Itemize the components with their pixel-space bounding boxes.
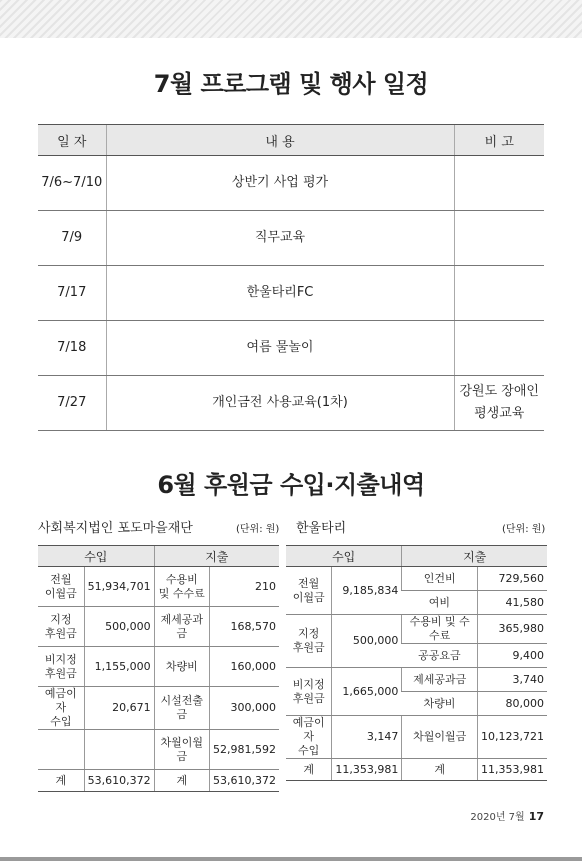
income-label: 전월 이월금 — [286, 567, 332, 615]
bottom-rule — [0, 857, 582, 861]
header-note: 비 고 — [454, 125, 544, 156]
header-date: 일 자 — [38, 125, 106, 156]
table-row — [38, 687, 279, 709]
total-row — [286, 759, 547, 781]
expense-amount: 300,000 — [210, 687, 280, 730]
total-label: 계 — [286, 759, 332, 781]
schedule-note — [454, 321, 544, 376]
finance-table-foundation — [38, 545, 279, 792]
income-label: 예금이자 수입 — [38, 687, 84, 730]
expense-header: 지출 — [154, 546, 279, 567]
income-header: 수입 — [286, 546, 402, 567]
expense-amount: 9,400 — [478, 644, 548, 668]
expense-label: 차량비 — [154, 647, 209, 687]
income-amount: 1,665,000 — [332, 668, 402, 716]
expense-amount: 80,000 — [478, 692, 548, 716]
table-row — [38, 321, 544, 376]
table-row — [286, 668, 547, 692]
table-row — [38, 730, 279, 750]
income-label: 비지정 후원금 — [286, 668, 332, 716]
table-row — [286, 716, 547, 759]
total-label: 계 — [154, 770, 209, 792]
expense-label: 수용비 및 수수료 — [154, 567, 209, 607]
schedule-date: 7/27 — [38, 376, 106, 431]
table-row — [38, 211, 544, 266]
income-label: 예금이자 수입 — [286, 716, 332, 759]
header-content: 내 용 — [106, 125, 454, 156]
page-number: 17 — [528, 810, 544, 823]
expense-label: 공공요금 — [402, 644, 478, 668]
schedule-table — [38, 124, 544, 431]
table-row — [38, 607, 279, 627]
schedule-date: 7/9 — [38, 211, 106, 266]
expense-label: 제세공과금 — [402, 668, 478, 692]
income-label: 전월 이월금 — [38, 567, 84, 607]
income-amount: 20,671 — [84, 687, 154, 730]
schedule-note — [454, 156, 544, 211]
expense-amount: 365,980 — [478, 615, 548, 644]
table-row — [286, 615, 547, 644]
finance-table-hanultari — [286, 545, 547, 781]
schedule-title: 7월 프로그램 및 행사 일정 — [153, 70, 429, 98]
top-decorative-band — [0, 0, 582, 38]
income-amount: 51,934,701 — [84, 567, 154, 607]
income-amount — [84, 730, 154, 770]
income-amount: 500,000 — [332, 615, 402, 668]
expense-amount: 41,580 — [478, 591, 548, 615]
expense-label: 시설전출금 — [154, 687, 209, 730]
expense-amount: 3,740 — [478, 668, 548, 692]
expense-label: 인건비 — [402, 567, 478, 591]
expense-amount: 729,560 — [478, 567, 548, 591]
table-row — [38, 567, 279, 587]
expense-label: 여비 — [402, 591, 478, 615]
table-row — [286, 567, 547, 591]
unit-label-a: (단위: 원) — [236, 524, 280, 535]
schedule-note — [454, 266, 544, 321]
income-label — [38, 730, 84, 770]
total-expense: 11,353,981 — [478, 759, 548, 781]
schedule-content: 개인금전 사용교육(1차) — [106, 376, 454, 431]
schedule-content: 상반기 사업 평가 — [106, 156, 454, 211]
schedule-date: 7/6~7/10 — [38, 156, 106, 211]
total-income: 53,610,372 — [84, 770, 154, 792]
expense-amount: 168,570 — [210, 607, 280, 647]
unit-label-b: (단위: 원) — [502, 524, 546, 535]
table-row — [38, 647, 279, 667]
finance-title: 6월 후원금 수입·지출내역 — [157, 471, 425, 499]
total-label: 계 — [402, 759, 478, 781]
income-amount: 1,155,000 — [84, 647, 154, 687]
expense-label: 수용비 및 수수료 — [402, 615, 478, 644]
page-footer — [470, 808, 544, 823]
finance-header-row — [286, 546, 547, 567]
income-amount: 3,147 — [332, 716, 402, 759]
total-label: 계 — [38, 770, 84, 792]
schedule-note: 강원도 장애인 평생교육 — [454, 376, 544, 431]
total-row — [38, 770, 279, 792]
expense-amount: 10,123,721 — [478, 716, 548, 759]
income-amount: 9,185,834 — [332, 567, 402, 615]
income-label: 지정 후원금 — [286, 615, 332, 668]
schedule-content: 직무교육 — [106, 211, 454, 266]
income-label: 비지정 후원금 — [38, 647, 84, 687]
expense-header: 지출 — [402, 546, 547, 567]
total-income: 11,353,981 — [332, 759, 402, 781]
expense-label: 차월이월금 — [154, 730, 209, 770]
expense-label: 차량비 — [402, 692, 478, 716]
expense-amount: 160,000 — [210, 647, 280, 687]
schedule-date: 7/18 — [38, 321, 106, 376]
expense-label: 제세공과금 — [154, 607, 209, 647]
finance-header-row — [38, 546, 279, 567]
schedule-date: 7/17 — [38, 266, 106, 321]
expense-label: 차월이월금 — [402, 716, 478, 759]
table-row — [38, 156, 544, 211]
expense-amount: 52,981,592 — [210, 730, 280, 770]
income-amount: 500,000 — [84, 607, 154, 647]
table-row — [38, 376, 544, 431]
income-header: 수입 — [38, 546, 154, 567]
schedule-content: 한울타리FC — [106, 266, 454, 321]
org-name-b: 한울타리 — [296, 521, 347, 536]
schedule-note — [454, 211, 544, 266]
expense-amount: 210 — [210, 567, 280, 607]
income-label: 지정 후원금 — [38, 607, 84, 647]
table-row — [38, 266, 544, 321]
footer-date: 2020년 7월 — [470, 812, 525, 823]
schedule-content: 여름 물놀이 — [106, 321, 454, 376]
org-name-a: 사회복지법인 포도마을재단 — [38, 521, 193, 536]
total-expense: 53,610,372 — [210, 770, 280, 792]
schedule-header-row — [38, 125, 544, 156]
